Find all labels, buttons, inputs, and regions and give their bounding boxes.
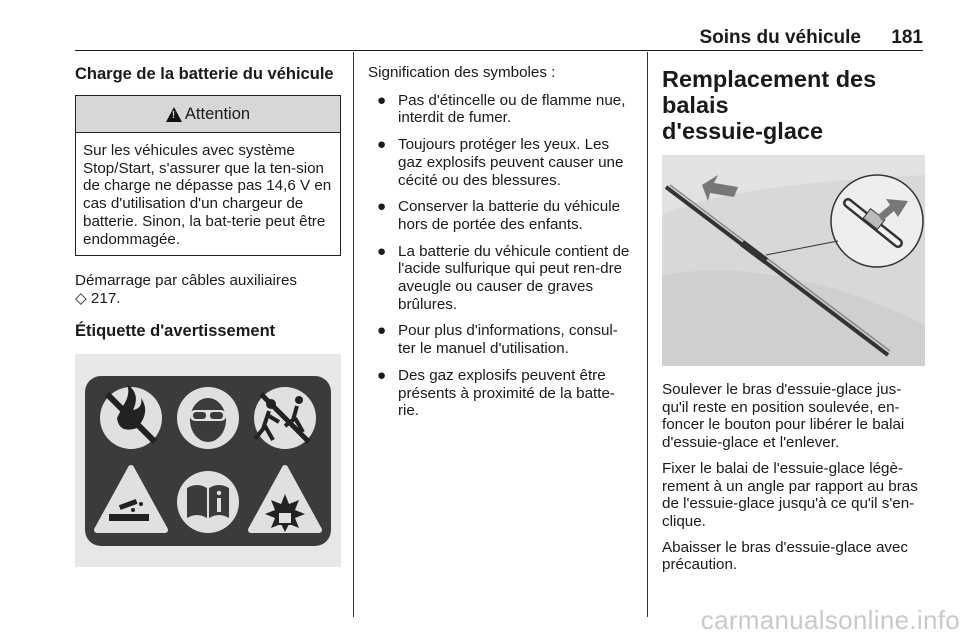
bullet-icon: ●	[377, 322, 387, 340]
jump-start-link[interactable]: 217.	[90, 289, 121, 307]
list-item	[368, 136, 634, 189]
manual-info-icon	[177, 471, 239, 533]
list-item	[368, 367, 634, 420]
list-item	[368, 198, 634, 233]
header-rule	[75, 50, 923, 51]
list-item-text: Toujours protéger les yeux. Les gaz explosifs peuvent causer une cécité ou des blessures.	[398, 136, 624, 189]
wiper-heading	[662, 66, 925, 144]
warning-label-image	[75, 354, 341, 567]
wiper-step-2: Fixer le balai de l'essuie-glace légè-rement à un angle par rapport au bras de l'essuie-glace jusqu'à ce qu'il s'en-clique.	[662, 459, 918, 530]
page-number: 181	[891, 27, 923, 48]
column-right	[662, 64, 925, 574]
battery-charge-heading: Charge de la batterie du véhicule	[75, 65, 334, 83]
list-item-text: Pas d'étincelle ou de flamme nue, interdit de fumer.	[398, 91, 626, 127]
bullet-icon: ●	[377, 242, 387, 260]
wiper-step-3: Abaisser le bras d'essuie-glace avec précaution.	[662, 538, 909, 574]
column-divider-1	[353, 52, 354, 617]
column-divider-2	[647, 52, 648, 617]
page-ref-arrow-icon: ◇	[75, 289, 87, 307]
wiper-illustration	[662, 155, 925, 366]
section-title: Soins du véhicule	[699, 27, 861, 48]
column-left	[75, 64, 341, 567]
page-header	[75, 27, 923, 49]
bullet-icon: ●	[377, 198, 387, 216]
bullet-icon: ●	[377, 136, 387, 154]
jump-start-text	[75, 272, 341, 307]
warning-box	[75, 95, 341, 256]
list-item-text: La batterie du véhicule contient de l'acide sulfurique qui peut ren-dre aveugle ou causer de graves brûlures.	[398, 242, 630, 313]
list-item	[368, 92, 634, 127]
wiper-step-1: Soulever le bras d'essuie-glace jus-qu'il reste en position soulevée, en-foncer le bouton pour libérer le balai d'essuie-glace et l'enlever.	[662, 381, 905, 452]
watermark: carmanualsonline.info	[700, 605, 960, 635]
warning-icon: !	[166, 107, 182, 122]
warning-text: Sur les véhicules avec système Stop/Start, s'assurer que la ten-sion de charge ne dépasse pas 14,6 V en cas d'utilisation d'un chargeur de batterie. Sinon, la bat-terie peut être endommagée.	[83, 142, 332, 248]
keep-children-away-icon	[254, 387, 316, 449]
jump-start-label: Démarrage par câbles auxiliaires	[75, 272, 298, 290]
warning-label-heading: Étiquette d'avertissement	[75, 321, 276, 340]
symbols-list	[368, 92, 634, 420]
eye-protection-icon	[177, 387, 239, 449]
list-item	[368, 243, 634, 314]
column-middle	[368, 64, 634, 429]
wiper-heading-line-2: d'essuie-glace	[662, 118, 824, 144]
bullet-icon: ●	[377, 91, 387, 109]
list-item-text: Conserver la batterie du véhicule hors de portée des enfants.	[398, 198, 621, 233]
list-item	[368, 322, 634, 357]
warning-header	[76, 96, 340, 133]
wiper-heading-line-1: Remplacement des balais	[662, 66, 877, 118]
bullet-icon: ●	[377, 366, 387, 384]
list-item-text: Des gaz explosifs peuvent être présents à proximité de la batte-rie.	[398, 366, 615, 420]
warning-title: Attention	[184, 104, 251, 123]
list-item-text: Pour plus d'informations, consul-ter le manuel d'utilisation.	[398, 322, 618, 358]
symbols-intro: Signification des symboles :	[368, 64, 556, 81]
